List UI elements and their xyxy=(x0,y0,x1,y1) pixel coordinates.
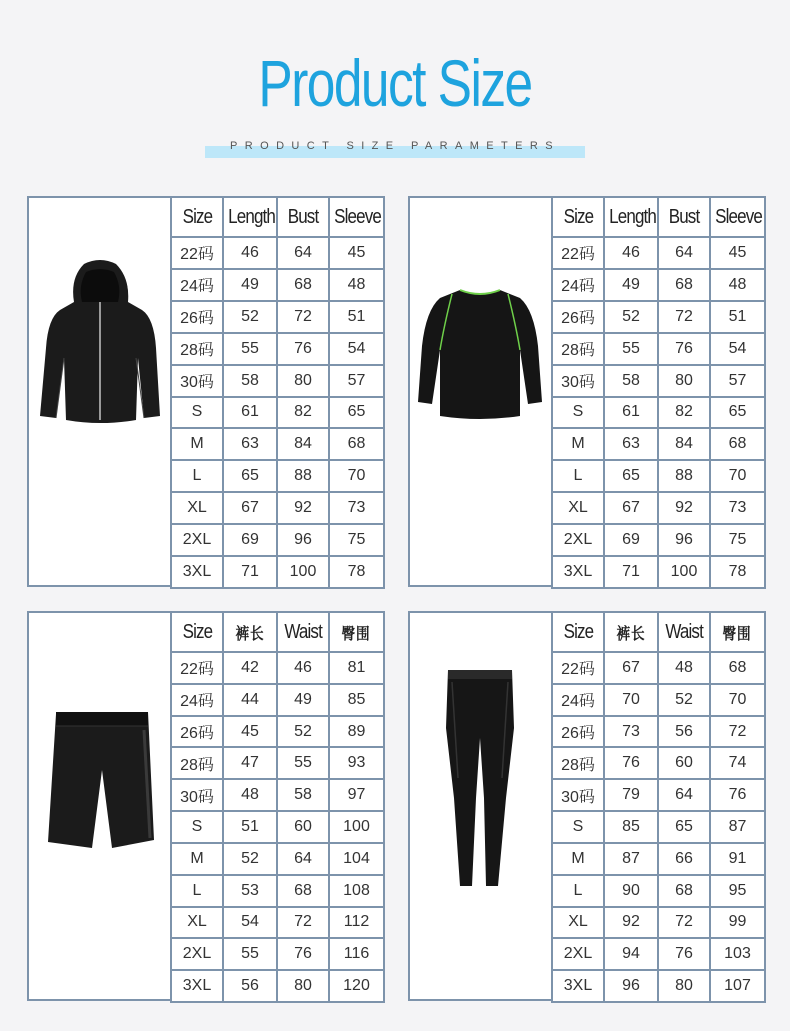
size-label-cell: M xyxy=(552,428,604,460)
measurement-cell: 100 xyxy=(277,556,329,588)
table-row xyxy=(552,652,765,684)
column-header-label: 裤长 xyxy=(616,625,646,643)
measurement-cell: 82 xyxy=(277,397,329,429)
table-row xyxy=(171,492,384,524)
measurement-cell: 100 xyxy=(658,556,710,588)
measurement-cell: 95 xyxy=(710,875,765,907)
table-row xyxy=(552,428,765,460)
measurement-cell: 54 xyxy=(223,907,277,939)
measurement-cell: 64 xyxy=(277,237,329,269)
measurement-cell: 42 xyxy=(223,652,277,684)
measurement-cell: 51 xyxy=(329,301,384,333)
size-label-cell: 30码 xyxy=(171,365,223,397)
table-row xyxy=(552,907,765,939)
measurement-cell: 57 xyxy=(329,365,384,397)
measurement-cell: 81 xyxy=(329,652,384,684)
column-header xyxy=(277,197,329,237)
size-label-cell: 28码 xyxy=(552,747,604,779)
measurement-cell: 74 xyxy=(710,747,765,779)
table-row xyxy=(552,492,765,524)
table-row xyxy=(552,970,765,1002)
size-label-cell: S xyxy=(552,397,604,429)
size-label-cell: 30码 xyxy=(552,779,604,811)
measurement-cell: 103 xyxy=(710,938,765,970)
column-header-label: Waist xyxy=(284,620,322,643)
table-row xyxy=(171,684,384,716)
measurement-cell: 45 xyxy=(329,237,384,269)
column-header-label: Sleeve xyxy=(715,205,763,228)
measurement-cell: 55 xyxy=(223,333,277,365)
measurement-cell: 71 xyxy=(604,556,658,588)
table-row xyxy=(171,524,384,556)
measurement-cell: 100 xyxy=(329,811,384,843)
measurement-cell: 71 xyxy=(223,556,277,588)
table-header-row xyxy=(171,197,384,237)
table-row xyxy=(171,875,384,907)
size-label-cell: S xyxy=(171,397,223,429)
column-header xyxy=(658,197,710,237)
measurement-cell: 52 xyxy=(223,843,277,875)
size-label-cell: S xyxy=(552,811,604,843)
measurement-cell: 65 xyxy=(329,397,384,429)
size-label-cell: 30码 xyxy=(552,365,604,397)
size-label-cell: 3XL xyxy=(552,970,604,1002)
table-row xyxy=(171,428,384,460)
table-row xyxy=(171,301,384,333)
measurement-cell: 75 xyxy=(710,524,765,556)
column-header xyxy=(277,612,329,652)
size-label-cell: 30码 xyxy=(171,779,223,811)
measurement-cell: 72 xyxy=(710,716,765,748)
measurement-cell: 73 xyxy=(604,716,658,748)
column-header-label: Waist xyxy=(665,620,703,643)
measurement-cell: 96 xyxy=(658,524,710,556)
measurement-cell: 56 xyxy=(658,716,710,748)
measurement-cell: 55 xyxy=(604,333,658,365)
table-row xyxy=(171,716,384,748)
measurement-cell: 116 xyxy=(329,938,384,970)
measurement-cell: 64 xyxy=(277,843,329,875)
measurement-cell: 68 xyxy=(658,269,710,301)
measurement-cell: 80 xyxy=(658,970,710,1002)
column-header-label: Size xyxy=(563,205,593,228)
size-label-cell: 28码 xyxy=(552,333,604,365)
size-label-cell: 22码 xyxy=(171,652,223,684)
measurement-cell: 63 xyxy=(223,428,277,460)
measurement-cell: 76 xyxy=(604,747,658,779)
measurement-cell: 84 xyxy=(277,428,329,460)
measurement-cell: 97 xyxy=(329,779,384,811)
column-header xyxy=(658,612,710,652)
measurement-cell: 66 xyxy=(658,843,710,875)
table-row xyxy=(171,907,384,939)
size-label-cell: 3XL xyxy=(171,556,223,588)
size-label-cell: XL xyxy=(552,907,604,939)
measurement-cell: 78 xyxy=(329,556,384,588)
table-row xyxy=(552,301,765,333)
measurement-cell: 69 xyxy=(223,524,277,556)
table-row xyxy=(171,970,384,1002)
size-label-cell: L xyxy=(552,460,604,492)
table-header-row xyxy=(552,612,765,652)
table-row xyxy=(171,843,384,875)
measurement-cell: 90 xyxy=(604,875,658,907)
size-label-cell: XL xyxy=(171,492,223,524)
measurement-cell: 45 xyxy=(223,716,277,748)
table-row xyxy=(171,811,384,843)
column-header-label: Bust xyxy=(287,205,319,228)
table-row xyxy=(552,269,765,301)
measurement-cell: 54 xyxy=(329,333,384,365)
measurement-cell: 52 xyxy=(604,301,658,333)
measurement-cell: 96 xyxy=(604,970,658,1002)
measurement-cell: 88 xyxy=(277,460,329,492)
measurement-cell: 54 xyxy=(710,333,765,365)
measurement-cell: 61 xyxy=(223,397,277,429)
measurement-cell: 46 xyxy=(604,237,658,269)
measurement-cell: 65 xyxy=(604,460,658,492)
column-header xyxy=(329,197,384,237)
table-row xyxy=(552,524,765,556)
table-header-row xyxy=(552,197,765,237)
column-header-label: Length xyxy=(609,205,657,228)
measurement-cell: 69 xyxy=(604,524,658,556)
hooded-jacket-image xyxy=(38,258,162,426)
size-table-shorts xyxy=(170,611,385,1003)
measurement-cell: 58 xyxy=(223,365,277,397)
table-row xyxy=(552,779,765,811)
size-label-cell: 26码 xyxy=(552,716,604,748)
table-row xyxy=(552,811,765,843)
measurement-cell: 88 xyxy=(658,460,710,492)
table-row xyxy=(552,716,765,748)
size-label-cell: M xyxy=(171,428,223,460)
measurement-cell: 51 xyxy=(710,301,765,333)
column-header xyxy=(171,612,223,652)
table-row xyxy=(552,397,765,429)
column-header-label: 裤长 xyxy=(235,625,265,643)
measurement-cell: 96 xyxy=(277,524,329,556)
measurement-cell: 104 xyxy=(329,843,384,875)
size-label-cell: 24码 xyxy=(171,269,223,301)
measurement-cell: 49 xyxy=(223,269,277,301)
measurement-cell: 82 xyxy=(658,397,710,429)
shorts-image xyxy=(46,710,158,856)
measurement-cell: 108 xyxy=(329,875,384,907)
measurement-cell: 84 xyxy=(658,428,710,460)
measurement-cell: 87 xyxy=(604,843,658,875)
table-row xyxy=(552,747,765,779)
measurement-cell: 99 xyxy=(710,907,765,939)
size-label-cell: M xyxy=(552,843,604,875)
size-label-cell: 24码 xyxy=(552,269,604,301)
table-row xyxy=(171,365,384,397)
size-label-cell: L xyxy=(171,875,223,907)
measurement-cell: 64 xyxy=(658,779,710,811)
table-header-row xyxy=(171,612,384,652)
measurement-cell: 65 xyxy=(710,397,765,429)
measurement-cell: 58 xyxy=(277,779,329,811)
measurement-cell: 79 xyxy=(604,779,658,811)
column-header xyxy=(223,197,277,237)
compression-leggings-image xyxy=(442,668,518,890)
measurement-cell: 76 xyxy=(277,333,329,365)
measurement-cell: 53 xyxy=(223,875,277,907)
measurement-cell: 49 xyxy=(277,684,329,716)
column-header xyxy=(329,612,384,652)
page-title: Product Size xyxy=(258,46,532,120)
measurement-cell: 80 xyxy=(658,365,710,397)
measurement-cell: 85 xyxy=(329,684,384,716)
table-row xyxy=(171,269,384,301)
column-header xyxy=(710,197,765,237)
column-header xyxy=(552,197,604,237)
column-header-label: Length xyxy=(228,205,276,228)
measurement-cell: 65 xyxy=(658,811,710,843)
measurement-cell: 94 xyxy=(604,938,658,970)
size-table-shirt xyxy=(551,196,766,589)
table-row xyxy=(171,747,384,779)
measurement-cell: 85 xyxy=(604,811,658,843)
measurement-cell: 76 xyxy=(710,779,765,811)
measurement-cell: 56 xyxy=(223,970,277,1002)
table-row xyxy=(552,875,765,907)
measurement-cell: 55 xyxy=(277,747,329,779)
table-row xyxy=(552,333,765,365)
table-row xyxy=(171,333,384,365)
column-header-label: 臀围 xyxy=(723,625,752,643)
column-header-label: Size xyxy=(182,205,212,228)
measurement-cell: 65 xyxy=(223,460,277,492)
measurement-cell: 89 xyxy=(329,716,384,748)
column-header xyxy=(604,197,658,237)
measurement-cell: 64 xyxy=(658,237,710,269)
measurement-cell: 45 xyxy=(710,237,765,269)
column-header xyxy=(171,197,223,237)
page-subtitle: PRODUCT SIZE PARAMETERS xyxy=(230,140,560,152)
measurement-cell: 47 xyxy=(223,747,277,779)
measurement-cell: 72 xyxy=(277,301,329,333)
measurement-cell: 52 xyxy=(223,301,277,333)
measurement-cell: 68 xyxy=(710,652,765,684)
measurement-cell: 92 xyxy=(658,492,710,524)
size-label-cell: 28码 xyxy=(171,747,223,779)
table-row xyxy=(552,460,765,492)
size-label-cell: 2XL xyxy=(171,938,223,970)
measurement-cell: 68 xyxy=(658,875,710,907)
column-header xyxy=(604,612,658,652)
measurement-cell: 70 xyxy=(710,460,765,492)
size-label-cell: M xyxy=(171,843,223,875)
column-header xyxy=(223,612,277,652)
table-row xyxy=(552,237,765,269)
table-row xyxy=(171,397,384,429)
size-label-cell: 22码 xyxy=(552,652,604,684)
size-label-cell: 2XL xyxy=(552,938,604,970)
table-row xyxy=(171,652,384,684)
measurement-cell: 55 xyxy=(223,938,277,970)
column-header-label: Size xyxy=(563,620,593,643)
size-table-jacket xyxy=(170,196,385,589)
measurement-cell: 76 xyxy=(658,938,710,970)
measurement-cell: 68 xyxy=(710,428,765,460)
size-label-cell: L xyxy=(552,875,604,907)
table-row xyxy=(552,556,765,588)
measurement-cell: 68 xyxy=(277,875,329,907)
measurement-cell: 70 xyxy=(710,684,765,716)
table-row xyxy=(552,365,765,397)
size-label-cell: 3XL xyxy=(171,970,223,1002)
measurement-cell: 67 xyxy=(604,492,658,524)
measurement-cell: 70 xyxy=(604,684,658,716)
measurement-cell: 73 xyxy=(329,492,384,524)
column-header xyxy=(552,612,604,652)
measurement-cell: 60 xyxy=(658,747,710,779)
size-label-cell: 26码 xyxy=(171,301,223,333)
table-row xyxy=(171,556,384,588)
measurement-cell: 60 xyxy=(277,811,329,843)
measurement-cell: 75 xyxy=(329,524,384,556)
measurement-cell: 76 xyxy=(277,938,329,970)
table-row xyxy=(552,938,765,970)
size-label-cell: 22码 xyxy=(171,237,223,269)
measurement-cell: 52 xyxy=(277,716,329,748)
column-header-label: Bust xyxy=(668,205,700,228)
measurement-cell: 73 xyxy=(710,492,765,524)
measurement-cell: 49 xyxy=(604,269,658,301)
size-label-cell: S xyxy=(171,811,223,843)
measurement-cell: 44 xyxy=(223,684,277,716)
long-sleeve-shirt-image xyxy=(416,286,544,420)
measurement-cell: 67 xyxy=(223,492,277,524)
measurement-cell: 72 xyxy=(277,907,329,939)
measurement-cell: 67 xyxy=(604,652,658,684)
table-row xyxy=(171,938,384,970)
measurement-cell: 72 xyxy=(658,301,710,333)
size-label-cell: 24码 xyxy=(552,684,604,716)
measurement-cell: 52 xyxy=(658,684,710,716)
measurement-cell: 120 xyxy=(329,970,384,1002)
measurement-cell: 78 xyxy=(710,556,765,588)
size-label-cell: 3XL xyxy=(552,556,604,588)
size-label-cell: 28码 xyxy=(171,333,223,365)
column-header xyxy=(710,612,765,652)
measurement-cell: 58 xyxy=(604,365,658,397)
measurement-cell: 76 xyxy=(658,333,710,365)
measurement-cell: 48 xyxy=(658,652,710,684)
measurement-cell: 51 xyxy=(223,811,277,843)
measurement-cell: 91 xyxy=(710,843,765,875)
measurement-cell: 48 xyxy=(710,269,765,301)
measurement-cell: 80 xyxy=(277,365,329,397)
table-row xyxy=(171,237,384,269)
column-header-label: 臀围 xyxy=(342,625,371,643)
measurement-cell: 70 xyxy=(329,460,384,492)
size-label-cell: 2XL xyxy=(171,524,223,556)
size-label-cell: XL xyxy=(552,492,604,524)
size-label-cell: 22码 xyxy=(552,237,604,269)
measurement-cell: 107 xyxy=(710,970,765,1002)
table-row xyxy=(171,460,384,492)
measurement-cell: 48 xyxy=(223,779,277,811)
size-label-cell: 2XL xyxy=(552,524,604,556)
size-label-cell: L xyxy=(171,460,223,492)
size-label-cell: 26码 xyxy=(171,716,223,748)
measurement-cell: 61 xyxy=(604,397,658,429)
size-table-leggings xyxy=(551,611,766,1003)
column-header-label: Size xyxy=(182,620,212,643)
measurement-cell: 63 xyxy=(604,428,658,460)
measurement-cell: 68 xyxy=(329,428,384,460)
measurement-cell: 93 xyxy=(329,747,384,779)
measurement-cell: 46 xyxy=(223,237,277,269)
measurement-cell: 87 xyxy=(710,811,765,843)
measurement-cell: 92 xyxy=(604,907,658,939)
measurement-cell: 80 xyxy=(277,970,329,1002)
size-label-cell: XL xyxy=(171,907,223,939)
size-label-cell: 24码 xyxy=(171,684,223,716)
measurement-cell: 112 xyxy=(329,907,384,939)
measurement-cell: 72 xyxy=(658,907,710,939)
measurement-cell: 92 xyxy=(277,492,329,524)
table-row xyxy=(171,779,384,811)
table-row xyxy=(552,684,765,716)
size-label-cell: 26码 xyxy=(552,301,604,333)
table-row xyxy=(552,843,765,875)
column-header-label: Sleeve xyxy=(334,205,382,228)
measurement-cell: 57 xyxy=(710,365,765,397)
measurement-cell: 68 xyxy=(277,269,329,301)
measurement-cell: 46 xyxy=(277,652,329,684)
measurement-cell: 48 xyxy=(329,269,384,301)
